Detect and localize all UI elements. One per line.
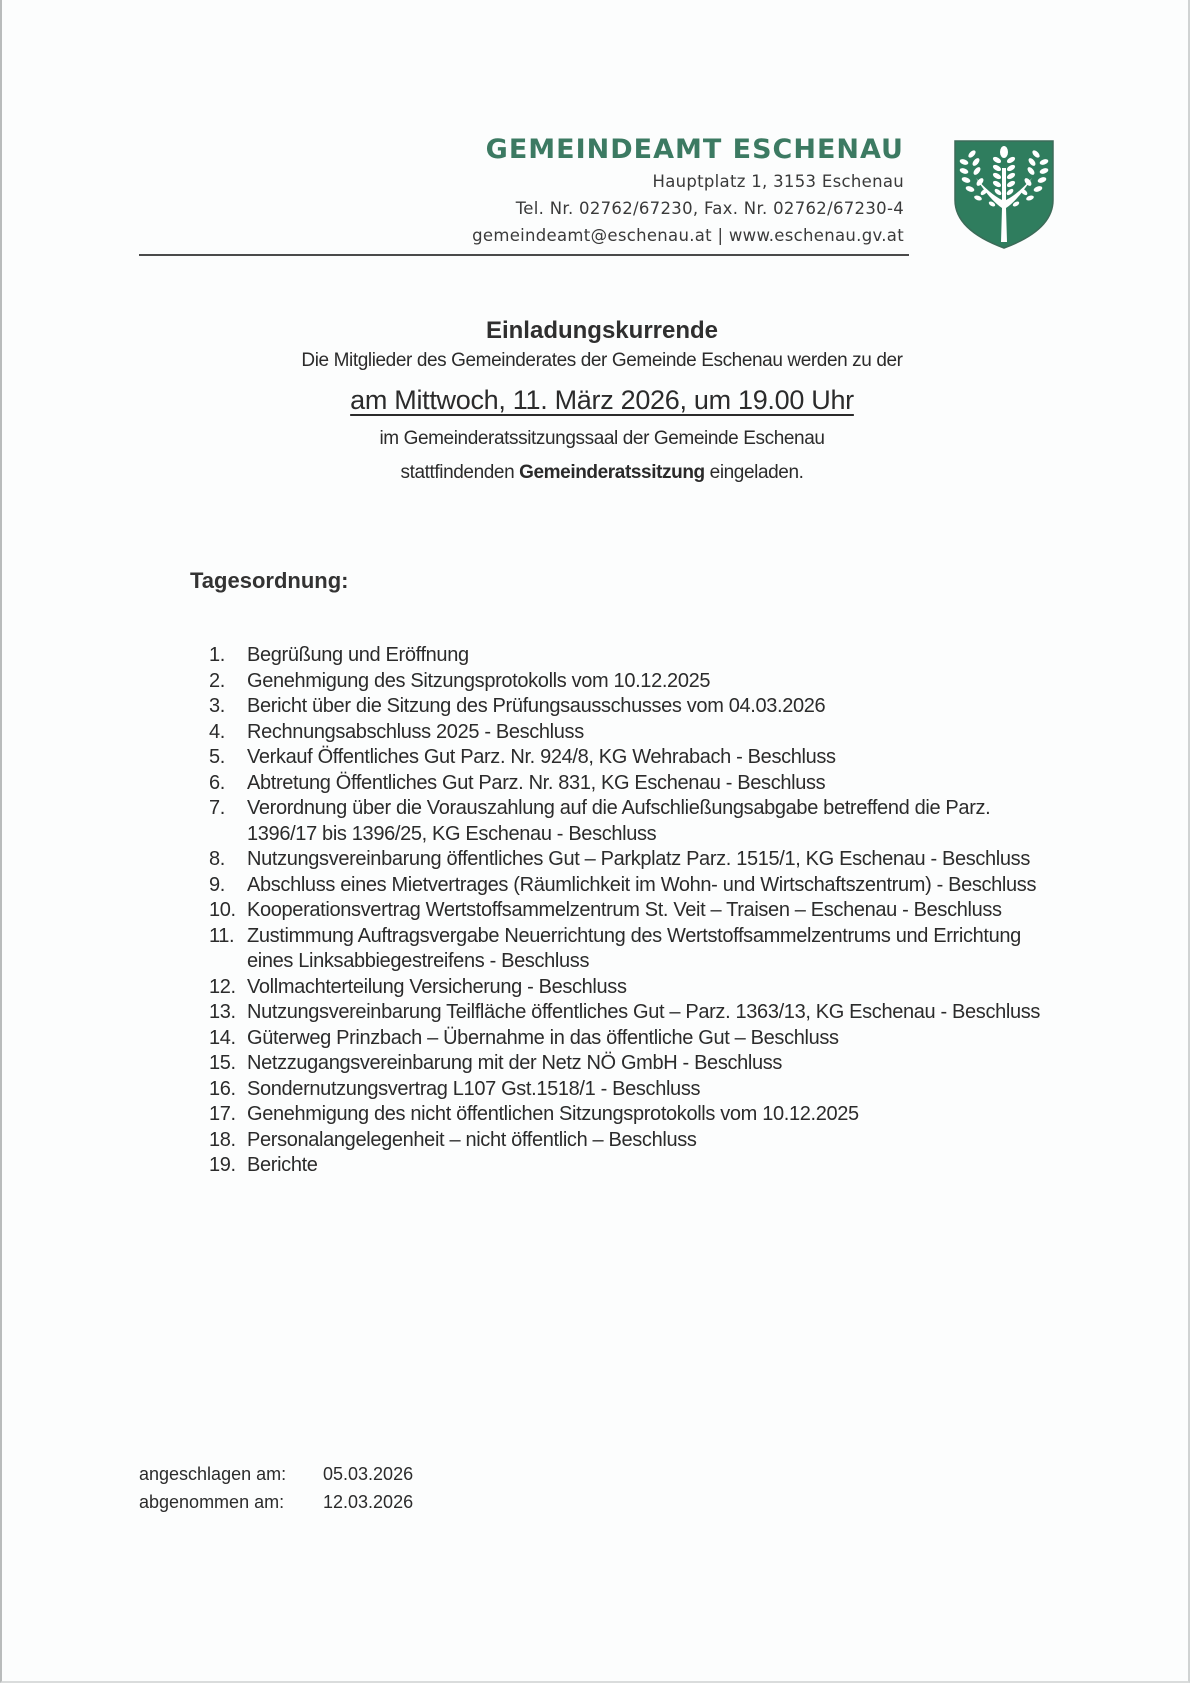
agenda-item-number: 14.	[209, 1026, 236, 1049]
agenda-item-number: 13.	[209, 1001, 236, 1023]
letterhead	[472, 132, 904, 249]
agenda-item-number: 19.	[209, 1154, 236, 1176]
agenda-item-number: 6.	[209, 771, 225, 794]
agenda-item-text: Kooperationsvertrag Wertstoffsammelzentrum St. Veit – Traisen – Eschenau - Beschluss	[247, 899, 1002, 921]
agenda-item-text: Nutzungsvereinbarung öffentliches Gut – Parkplatz Parz. 1515/1, KG Eschenau - Beschluss	[247, 848, 1030, 870]
organization-name: GEMEINDEAMT ESCHENAU	[485, 134, 904, 165]
agenda-item-text: Berichte	[247, 1154, 318, 1176]
removed-label: abgenommen am:	[139, 1492, 285, 1512]
meeting-datetime-text: am Mittwoch, 11. März 2026, um 19.00 Uhr	[350, 385, 854, 415]
posting-dates	[139, 1460, 413, 1516]
agenda-item-number: 16.	[209, 1077, 236, 1100]
agenda-item	[209, 924, 1059, 975]
closing-post: eingeladen.	[709, 462, 804, 483]
agenda-item	[209, 975, 1059, 1001]
agenda-item	[209, 1026, 1059, 1052]
agenda-item-number: 10.	[209, 899, 236, 921]
agenda-item-text: Güterweg Prinzbach – Übernahme in das öffentliche Gut – Beschluss	[247, 1026, 839, 1049]
agenda-item	[209, 1128, 1059, 1154]
agenda-item-number: 17.	[209, 1103, 236, 1125]
posted-label: angeschlagen am:	[139, 1464, 287, 1484]
agenda-item	[209, 873, 1059, 899]
agenda-item	[209, 643, 1059, 669]
agenda-item-number: 5.	[209, 746, 225, 768]
agenda-heading: Tagesordnung:	[190, 568, 349, 593]
agenda-item	[209, 1102, 1059, 1128]
agenda-item	[209, 694, 1059, 720]
agenda-item-number: 1.	[209, 644, 225, 666]
agenda-item-text: Begrüßung und Eröffnung	[247, 644, 469, 666]
agenda-item-number: 12.	[209, 975, 236, 998]
agenda-item-text: Rechnungsabschluss 2025 - Beschluss	[247, 720, 584, 743]
meeting-venue: im Gemeinderatssitzungssaal der Gemeinde Eschenau	[379, 428, 825, 449]
agenda-item	[209, 1077, 1059, 1103]
agenda-item-number: 15.	[209, 1052, 236, 1074]
meeting-datetime	[182, 378, 1022, 422]
header-divider	[139, 254, 909, 256]
agenda-item-number: 9.	[209, 873, 225, 896]
email-web: gemeindeamt@eschenau.at | www.eschenau.gv.at	[472, 226, 904, 245]
address: Hauptplatz 1, 3153 Eschenau	[652, 172, 904, 191]
agenda-item	[209, 745, 1059, 771]
agenda-item-number: 4.	[209, 720, 225, 743]
agenda-item	[209, 898, 1059, 924]
agenda-item-number: 2.	[209, 669, 225, 692]
removed-row	[139, 1488, 413, 1516]
agenda-item-number: 7.	[209, 797, 225, 819]
agenda-item-number: 3.	[209, 695, 225, 717]
agenda-item	[209, 1000, 1059, 1026]
agenda-item	[209, 1051, 1059, 1077]
agenda-item-text: Genehmigung des nicht öffentlichen Sitzungsprotokolls vom 10.12.2025	[247, 1103, 859, 1125]
agenda-item	[209, 669, 1059, 695]
agenda-item	[209, 1153, 1059, 1179]
agenda-item-text: Vollmachterteilung Versicherung - Beschluss	[247, 975, 627, 998]
agenda-item-number: 8.	[209, 848, 225, 870]
agenda-item-number: 11.	[209, 924, 235, 947]
agenda-list	[209, 643, 1059, 1179]
agenda-item	[209, 847, 1059, 873]
agenda-item-text: Abschluss eines Mietvertrages (Räumlichkeit im Wohn- und Wirtschaftszentrum) - Beschluss	[247, 873, 1037, 896]
invitation-closing	[182, 456, 1022, 490]
invitation-block	[182, 314, 1022, 490]
agenda-item-text: Verkauf Öffentliches Gut Parz. Nr. 924/8, KG Wehrabach - Beschluss	[247, 746, 836, 768]
posted-row	[139, 1460, 413, 1488]
agenda-item-text: Personalangelegenheit – nicht öffentlich – Beschluss	[247, 1128, 697, 1151]
phone-fax: Tel. Nr. 02762/67230, Fax. Nr. 02762/67230-4	[515, 199, 904, 218]
agenda-item-number: 18.	[209, 1128, 236, 1151]
agenda-item-text: Verordnung über die Vorauszahlung auf die Aufschließungsabgabe betreffend die Parz. 1396/17 bis 1396/25, KG Eschenau - Beschluss	[247, 797, 991, 845]
agenda-item-text: Zustimmung Auftragsvergabe Neuerrichtung des Wertstoffsammelzentrums und Errichtung eines Linksabbiegestreifens - Beschluss	[247, 924, 1021, 972]
invitation-intro: Die Mitglieder des Gemeinderates der Gemeinde Eschenau werden zu der	[301, 350, 903, 371]
closing-bold: Gemeinderatssitzung	[519, 462, 705, 483]
agenda-item	[209, 796, 1059, 847]
agenda-item-text: Sondernutzungsvertrag L107 Gst.1518/1 - Beschluss	[247, 1077, 701, 1100]
removed-date: 12.03.2026	[323, 1492, 414, 1512]
coat-of-arms-tree-icon	[952, 138, 1056, 250]
agenda-item-text: Nutzungsvereinbarung Teilfläche öffentliches Gut – Parz. 1363/13, KG Eschenau - Beschluss	[247, 1001, 1041, 1023]
document-title: Einladungskurrende	[485, 317, 719, 344]
agenda-item-text: Bericht über die Sitzung des Prüfungsausschusses vom 04.03.2026	[247, 695, 826, 717]
agenda-item	[209, 720, 1059, 746]
agenda-item-text: Genehmigung des Sitzungsprotokolls vom 10.12.2025	[247, 669, 711, 692]
agenda-item-text: Netzzugangsvereinbarung mit der Netz NÖ GmbH - Beschluss	[247, 1052, 783, 1074]
posted-date: 05.03.2026	[323, 1464, 414, 1484]
closing-pre: stattfindenden	[400, 462, 515, 483]
agenda-item	[209, 771, 1059, 797]
agenda-item-text: Abtretung Öffentliches Gut Parz. Nr. 831, KG Eschenau - Beschluss	[247, 771, 826, 794]
